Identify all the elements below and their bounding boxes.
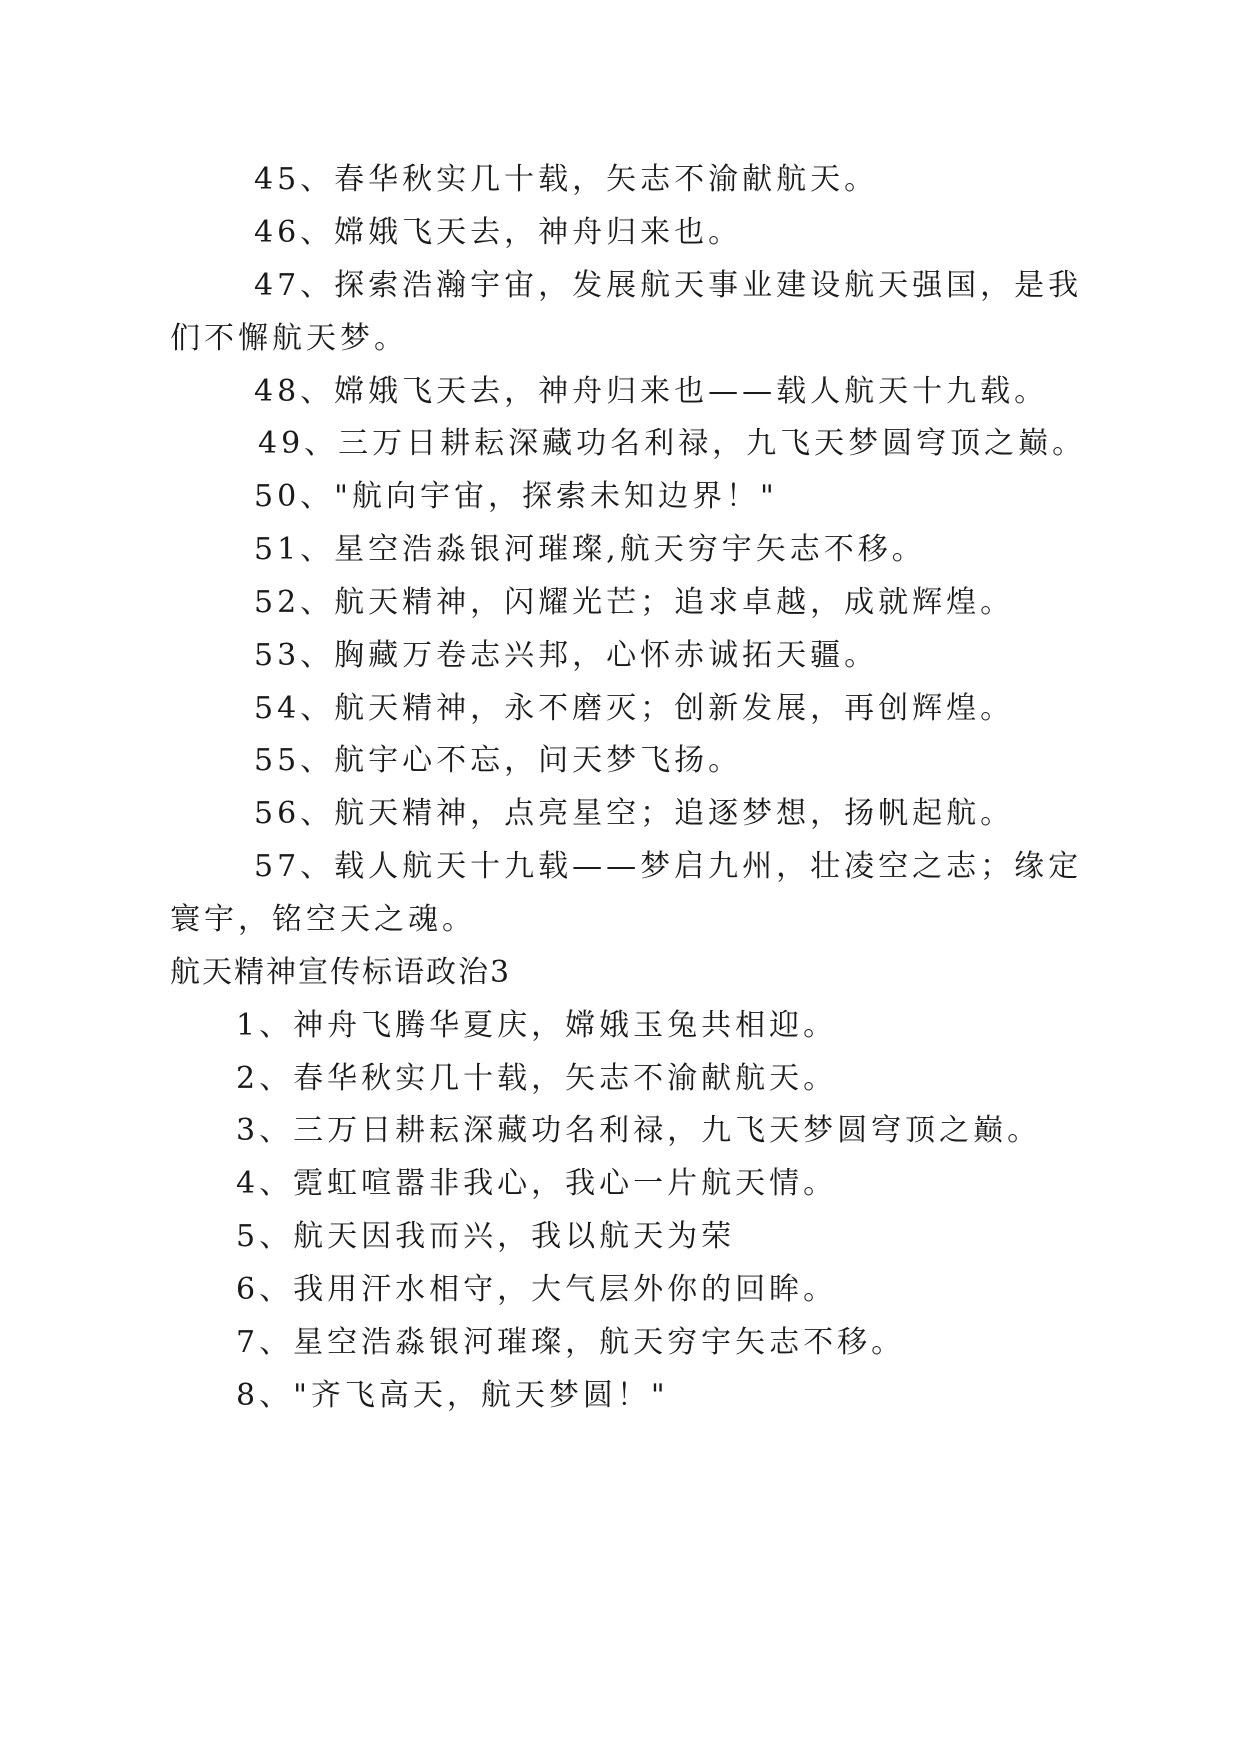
list-item-53: 53、胸藏万卷志兴邦，心怀赤诚拓天疆。 [254, 638, 879, 673]
list-item-3: 3、三万日耕耘深藏功名利禄，九飞天梦圆穹顶之巅。 [236, 1113, 1042, 1148]
list-item-5: 5、航天因我而兴，我以航天为荣 [236, 1219, 736, 1254]
list-item-49: 49、三万日耕耘深藏功名利禄，九飞天梦圆穹顶之巅。 [258, 426, 1087, 461]
section-heading: 航天精神宣传标语政治3 [170, 955, 512, 990]
list-item-2: 2、春华秋实几十载，矢志不渝献航天。 [236, 1061, 838, 1096]
list-item-55: 55、航宇心不忘，问天梦飞扬。 [254, 743, 743, 778]
list-item-4: 4、霓虹喧嚣非我心，我心一片航天情。 [236, 1166, 838, 1201]
list-item-57: 57、载人航天十九载——梦启九州，壮凌空之志；缘定 [254, 849, 1083, 884]
list-item-51: 51、星空浩淼银河璀璨,航天穷宇矢志不移。 [254, 532, 926, 567]
list-item-47-continuation: 们不懈航天梦。 [170, 321, 408, 356]
list-item-56: 56、航天精神，点亮星空；追逐梦想，扬帆起航。 [254, 796, 1015, 831]
list-item-8: 8、"齐飞高天，航天梦圆！" [236, 1378, 669, 1413]
list-item-45: 45、春华秋实几十载，矢志不渝献航天。 [254, 162, 879, 197]
list-item-47: 47、探索浩瀚宇宙，发展航天事业建设航天强国，是我 [254, 268, 1083, 303]
list-item-50: 50、"航向宇宙，探索未知边界！" [254, 479, 778, 514]
list-item-1: 1、神舟飞腾华夏庆，嫦娥玉兔共相迎。 [236, 1008, 838, 1043]
list-item-7: 7、星空浩淼银河璀璨，航天穷宇矢志不移。 [236, 1325, 906, 1360]
list-item-6: 6、我用汗水相守，大气层外你的回眸。 [236, 1272, 838, 1307]
list-item-48: 48、嫦娥飞天去，神舟归来也——载人航天十九载。 [254, 374, 1049, 409]
list-item-54: 54、航天精神，永不磨灭；创新发展，再创辉煌。 [254, 691, 1015, 726]
list-item-46: 46、嫦娥飞天去，神舟归来也。 [254, 215, 743, 250]
list-item-52: 52、航天精神，闪耀光芒；追求卓越，成就辉煌。 [254, 585, 1015, 620]
list-item-57-continuation: 寰宇，铭空天之魂。 [170, 902, 476, 937]
